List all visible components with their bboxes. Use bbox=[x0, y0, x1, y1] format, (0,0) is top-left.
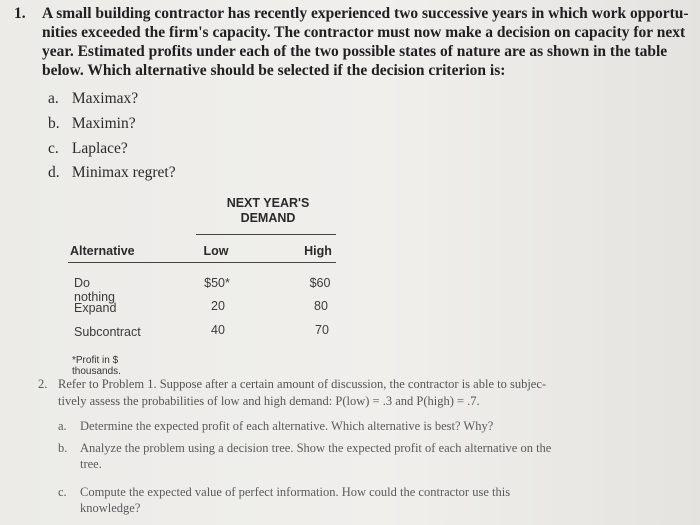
cell-high: 70 bbox=[315, 323, 329, 337]
group-header-line: NEXT YEAR'S bbox=[226, 196, 310, 210]
item-text: Analyze the problem using a decision tree. Show the expected profit of each alternative on the bbox=[80, 441, 552, 455]
cell-alternative: Subcontract bbox=[74, 325, 141, 339]
problem-1-item-d bbox=[48, 164, 176, 182]
item-text: Maximax? bbox=[71, 90, 139, 107]
item-label: b. bbox=[58, 441, 68, 455]
column-header-low: Low bbox=[203, 244, 229, 258]
problem-2-item-c bbox=[58, 484, 511, 516]
problem-1-line: below. Which alternative should be selected if the decision criterion is: bbox=[42, 62, 506, 79]
cell-alternative: Do nothing bbox=[74, 276, 116, 304]
problem-1-number: 1. bbox=[14, 5, 26, 22]
problem-1-item-a bbox=[48, 90, 138, 108]
problem-2-line: tively assess the probabilities of low and high demand: P(low) = .3 and P(high) = .7. bbox=[58, 394, 480, 408]
group-header-rule bbox=[196, 234, 336, 235]
column-header-alternative: Alternative bbox=[70, 244, 135, 258]
item-text: Laplace? bbox=[71, 140, 128, 157]
cell-low: $50* bbox=[204, 276, 230, 290]
item-label: b. bbox=[48, 115, 60, 132]
item-label: a. bbox=[48, 90, 59, 107]
item-text: Maximin? bbox=[71, 115, 136, 132]
problem-2-line: Refer to Problem 1. Suppose after a certain amount of discussion, the contractor is able to subjec- bbox=[58, 377, 547, 391]
column-header-rule bbox=[68, 262, 336, 263]
cell-low: 20 bbox=[211, 299, 225, 313]
cell-low: 40 bbox=[211, 323, 225, 337]
problem-2-item-a bbox=[58, 418, 494, 434]
item-text: tree. bbox=[80, 457, 102, 471]
table-group-header bbox=[218, 196, 318, 226]
problem-1-item-b bbox=[48, 115, 136, 133]
item-text: Minimax regret? bbox=[71, 164, 176, 181]
problem-1-line: year. Estimated profits under each of the two possible states of nature are as shown in the table bbox=[42, 43, 668, 60]
problem-1-line: A small building contractor has recently experienced two successive years in which work opportu- bbox=[42, 5, 689, 22]
item-text: Compute the expected value of perfect information. How could the contractor use this bbox=[80, 485, 511, 499]
cell-high: 80 bbox=[314, 299, 328, 313]
item-text: knowledge? bbox=[80, 501, 141, 515]
item-label: c. bbox=[48, 140, 59, 157]
item-label: a. bbox=[58, 419, 67, 433]
item-label: d. bbox=[48, 164, 60, 181]
item-label: c. bbox=[58, 485, 67, 499]
column-header-high: High bbox=[304, 244, 332, 258]
problem-2-text bbox=[38, 376, 678, 410]
problem-2-number: 2. bbox=[38, 377, 48, 391]
problem-2-item-b bbox=[58, 440, 552, 472]
table-footnote: *Profit in $ thousands. bbox=[72, 355, 121, 377]
cell-alternative: Expand bbox=[74, 301, 117, 315]
problem-2 bbox=[38, 376, 678, 410]
problem-1-item-c bbox=[48, 140, 128, 158]
item-text: Determine the expected profit of each alternative. Which alternative is best? Why? bbox=[80, 419, 494, 433]
problem-1-text bbox=[14, 4, 689, 80]
problem-1-line: nities exceeded the firm's capacity. The contractor must now make a decision on capacity for next bbox=[42, 24, 686, 41]
group-header-line: DEMAND bbox=[240, 211, 296, 225]
cell-high: $60 bbox=[309, 276, 331, 290]
problem-1 bbox=[14, 4, 689, 80]
